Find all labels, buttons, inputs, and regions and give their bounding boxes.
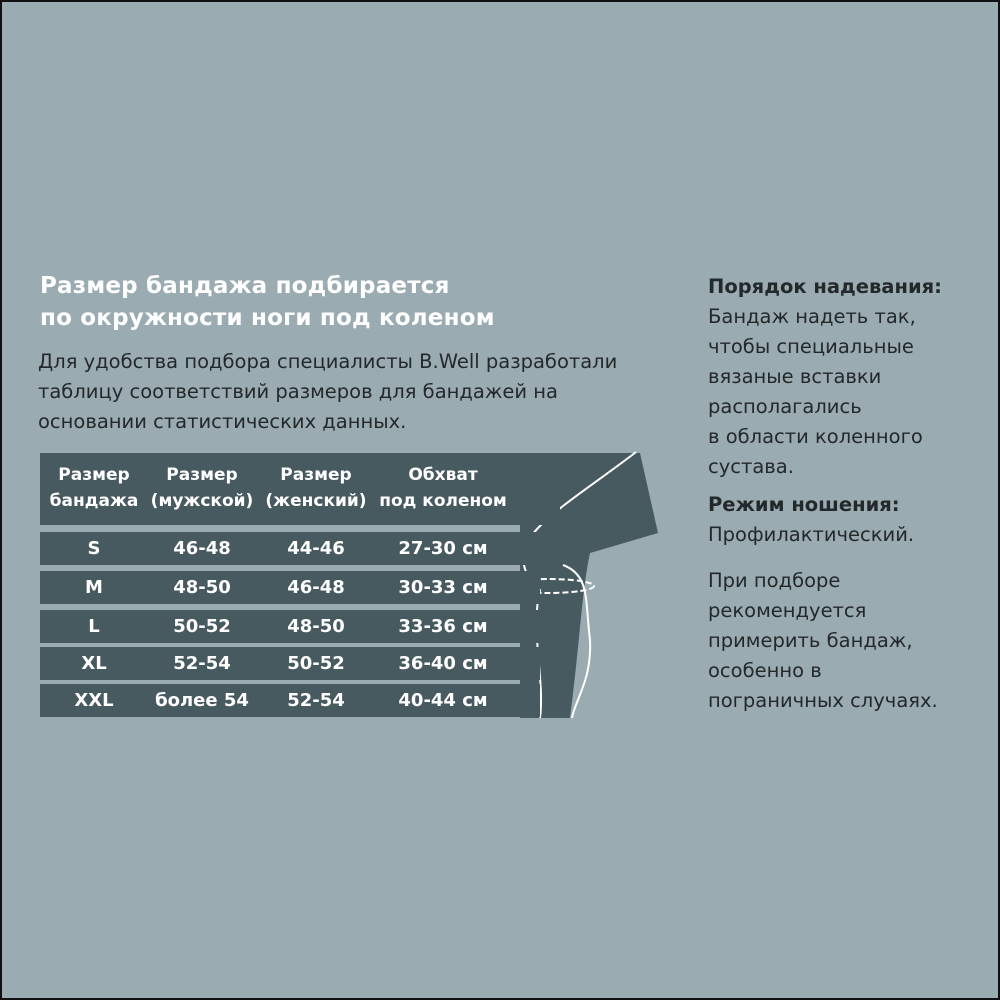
- table-row-m: [40, 571, 540, 604]
- advice-line: рекомендуется: [708, 599, 867, 622]
- intro-line-1: Для удобства подбора специалисты B.Well разработали: [38, 350, 618, 373]
- cell-male: 52-54: [173, 653, 231, 674]
- header-female-line-2: (женский): [265, 491, 367, 511]
- cell-size: M: [85, 577, 103, 598]
- header-girth-line-1: Обхват: [408, 465, 478, 485]
- cell-size: L: [88, 616, 100, 637]
- cell-female: 46-48: [287, 577, 345, 598]
- table-row-s: [40, 532, 540, 565]
- table-row-xl: [40, 647, 540, 680]
- order-heading: Порядок надевания:: [708, 275, 942, 298]
- cell-girth: 30-33 см: [398, 577, 488, 598]
- header-female: [262, 462, 370, 514]
- advice-line: примерить бандаж,: [708, 629, 913, 652]
- mode-heading: Режим ношения:: [708, 493, 900, 516]
- advice-line: особенно в: [708, 659, 822, 682]
- header-size-line-1: Размер: [58, 465, 130, 485]
- order-line: располагались: [708, 395, 862, 418]
- cell-male: более 54: [155, 690, 249, 711]
- header-male: [150, 462, 254, 514]
- cell-girth: 33-36 см: [398, 616, 488, 637]
- table-header: [40, 453, 560, 525]
- spacer: [708, 550, 998, 566]
- cell-girth: 40-44 см: [398, 690, 488, 711]
- instructions-panel: [708, 272, 998, 716]
- cell-female: 44-46: [287, 538, 345, 559]
- cell-size: S: [87, 538, 101, 559]
- title-line-2: по окружности ноги под коленом: [40, 305, 495, 331]
- order-line: сустава.: [708, 455, 794, 478]
- order-line: Бандаж надеть так,: [708, 305, 916, 328]
- cell-female: 48-50: [287, 616, 345, 637]
- intro-line-3: основании статистических данных.: [38, 410, 407, 433]
- header-male-line-2: (мужской): [150, 491, 254, 511]
- header-male-line-1: Размер: [166, 465, 238, 485]
- intro-line-2: таблицу соответствий размеров для бандажей на: [38, 380, 558, 403]
- table-row-xxl: [40, 684, 540, 717]
- order-line: чтобы специальные: [708, 335, 914, 358]
- spacer: [708, 482, 998, 490]
- table-row-l: [40, 610, 540, 643]
- cell-male: 50-52: [173, 616, 231, 637]
- cell-size: XXL: [74, 690, 114, 711]
- header-female-line-1: Размер: [280, 465, 352, 485]
- title-line-1: Размер бандажа подбирается: [40, 273, 450, 299]
- header-size-line-2: бандажа: [49, 491, 139, 511]
- cell-size: XL: [81, 653, 107, 674]
- cell-male: 46-48: [173, 538, 231, 559]
- cell-female: 50-52: [287, 653, 345, 674]
- header-size: [46, 462, 142, 514]
- order-line: вязаные вставки: [708, 365, 882, 388]
- cell-girth: 27-30 см: [398, 538, 488, 559]
- advice-line: пограничных случаях.: [708, 689, 938, 712]
- header-girth-line-2: под коленом: [379, 491, 507, 511]
- cell-female: 52-54: [287, 690, 345, 711]
- order-line: в области коленного: [708, 425, 923, 448]
- mode-text: Профилактический.: [708, 523, 915, 546]
- cell-male: 48-50: [173, 577, 231, 598]
- cell-girth: 36-40 см: [398, 653, 488, 674]
- header-girth: [374, 462, 512, 514]
- advice-line: При подборе: [708, 569, 841, 592]
